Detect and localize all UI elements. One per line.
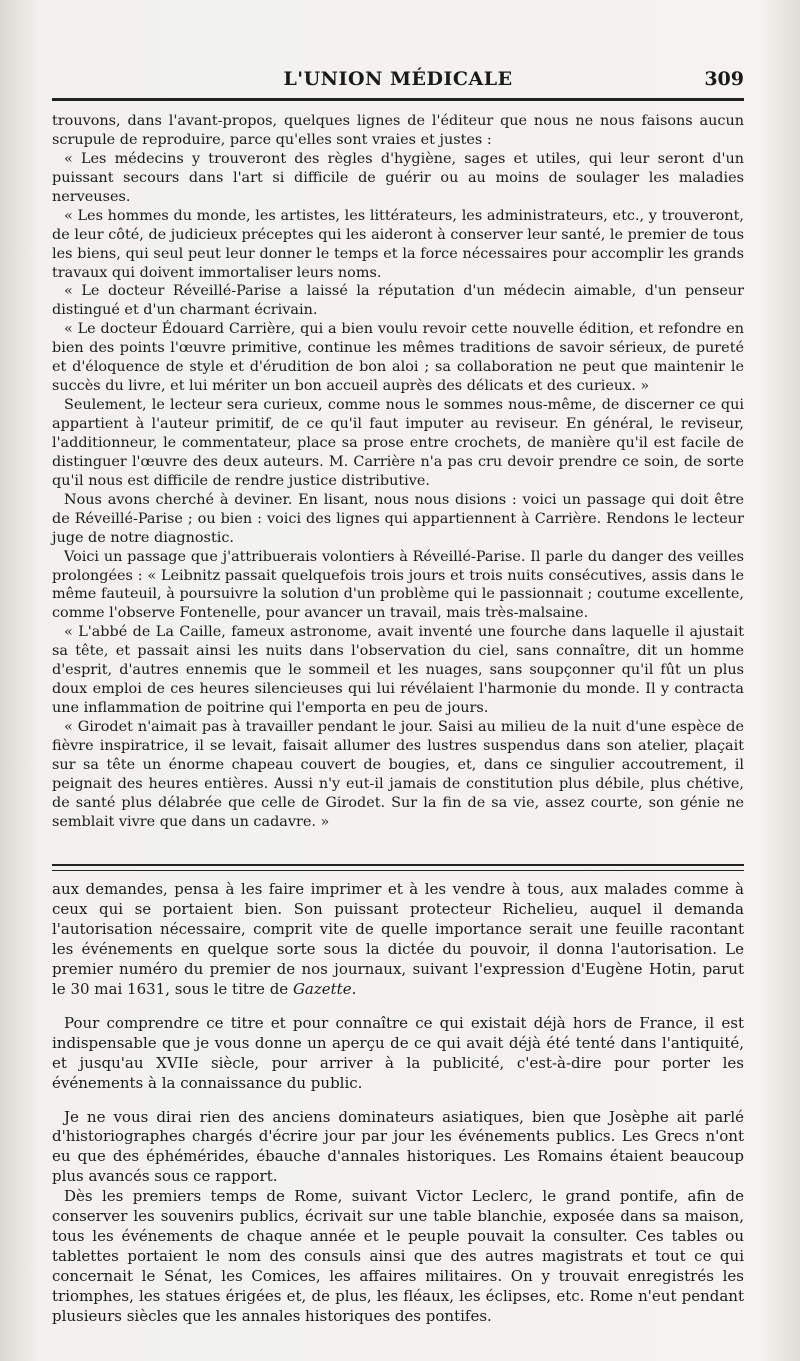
gazette-title: Gazette. <box>292 979 357 998</box>
article-paragraph: Seulement, le lecteur sera curieux, comme nous le sommes nous-même, de discerner ce qui appartient à l'auteur primitif, de ce qu'il faut imputer au reviseur. En général, le reviseur, l'additionneur, le commentateur, place sa prose entre crochets, de manière qu'il est facile de distinguer l'œuvre des deux auteurs. M. Carrière n'a pas cru devoir prendre ce soin, de sorte qu'il nous est difficile de rendre justice distributive. <box>52 397 744 489</box>
feuilleton-paragraph <box>52 880 744 1000</box>
feuilleton-paragraph: Dès les premiers temps de Rome, suivant Victor Leclerc, le grand pontife, afin de conserver les souvenirs publics, écrivait sur une table blanchie, exposée dans sa maison, tous les événements de chaque année et le peuple pouvait la consulter. Ces tables ou tablettes portaient le nom des consuls ainsi que des autres magistrats et tout ce qui concernait le Sénat, les Comices, les affaires militaires. On y trouvait enregistrés les triomphes, les statues érigées et, de plus, les fléaux, les éclipses, etc. Rome n'eut pendant plusieurs siècles que les annales historiques des pontifes. <box>52 1187 744 1326</box>
article-paragraph: « Les hommes du monde, les artistes, les littérateurs, les administrateurs, etc., y trouveront, de leur côté, de judicieux préceptes qui les aideront à conserver leur santé, le premier de tous les biens, qui seul peut leur donner le temps et la force nécessaires pour accomplir les grands travaux qui doivent immortaliser leurs noms. <box>52 207 744 281</box>
header-rule <box>52 98 744 101</box>
feuilleton-divider <box>52 864 744 871</box>
article-paragraph: « Le docteur Réveillé-Parise a laissé la réputation d'un médecin aimable, d'un penseur distingué et d'un charmant écrivain. <box>52 283 744 319</box>
feuilleton-section <box>52 880 744 1327</box>
page-header <box>52 60 744 94</box>
article-paragraph: trouvons, dans l'avant-propos, quelques lignes de l'éditeur que nous ne nous faisons aucun scrupule de reproduire, parce qu'elles sont vraies et justes : <box>52 113 744 148</box>
article-paragraph: « Girodet n'aimait pas à travailler pendant le jour. Saisi au milieu de la nuit d'une espèce de fièvre inspiratrice, il se levait, faisait allumer des lustres suspendus dans son atelier, plaçait sur sa tête un énorme chapeau couvert de bougies, et, dans ce singulier accoutrement, il peignait des heures entières. Aussi n'y eut-il jamais de constitution plus débile, plus chétive, de santé plus délabrée que celle de Girodet. Sur la fin de sa vie, assez courte, son génie ne semblait vivre que dans un cadavre. » <box>52 719 744 830</box>
article-paragraph: « Le docteur Édouard Carrière, qui a bien voulu revoir cette nouvelle édition, et refondre en bien des points l'œuvre primitive, continue les mêmes traditions de savoir sérieux, de pureté et d'éloquence de style et d'érudition de bon aloi ; sa collaboration ne peut que maintenir le succès du livre, et lui mériter un bon accueil auprès des délicats et des curieux. » <box>52 321 744 395</box>
article-paragraph: « L'abbé de La Caille, fameux astronome, avait inventé une fourche dans laquelle il ajustait sa tête, et passait ainsi les nuits dans l'observation du ciel, sans connaître, dit un homme d'esprit, d'autres ennemis que le sommeil et les nuages, sans soupçonner qu'il fût un plus doux emploi de ces heures silencieuses qui lui révélaient l'harmonie du monde. Il y contracta une inflammation de poitrine qui l'emporta en peu de jours. <box>52 624 744 717</box>
article-section <box>52 112 744 832</box>
feuilleton-text: aux demandes, pensa à les faire imprimer et à les vendre à tous, aux malades comme à ceux qui se portaient bien. Son puissant protecteur Richelieu, auquel il demanda l'autorisation nécessaire, comprit vite de quelle importance serait une feuille racontant les événements en quelque sorte sous la dictée du pouvoir, il donna l'autorisation. Le premier numéro du premier de nos journaux, suivant l'expression d'Eugène Hotin, parut le 30 mai 1631, sous le titre de <box>52 880 744 998</box>
page-number: 309 <box>704 68 744 90</box>
article-paragraph: « Les médecins y trouveront des règles d'hygiène, sages et utiles, qui leur seront d'un puissant secours dans l'art si difficile de guérir ou au moins de soulager les maladies nerveuses. <box>52 150 744 205</box>
running-title: L'UNION MÉDICALE <box>283 68 513 90</box>
feuilleton-paragraph: Je ne vous dirai rien des anciens dominateurs asiatiques, bien que Josèphe ait parlé d'historiographes chargés d'écrire jour par jour les événements publics. Les Grecs n'ont eu que des éphémérides, ébauche d'annales historiques. Les Romains étaient beaucoup plus avancés sous ce rapport. <box>52 1107 744 1186</box>
article-paragraph: Nous avons cherché à deviner. En lisant, nous nous disions : voici un passage qui doit être de Réveillé-Parise ; ou bien : voici des lignes qui appartiennent à Carrière. Rendons le lecteur juge de notre diagnostic. <box>52 491 744 546</box>
feuilleton-paragraph: Pour comprendre ce titre et pour connaître ce qui existait déjà hors de France, il est indispensable que je vous donne un aperçu de ce qui avait déjà été tenté dans l'antiquité, et jusqu'au XVIIe siècle, pour arriver à la publicité, c'est-à-dire pour porter les événements à la connaissance du public. <box>52 1013 744 1092</box>
article-paragraph: Voici un passage que j'attribuerais volontiers à Réveillé-Parise. Il parle du danger des veilles prolongées : « Leibnitz passait quelquefois trois jours et trois nuits consécutives, assis dans le même fauteuil, à poursuivre la solution d'un problème qui le passionnait ; coutume excellente, comme l'observe Fontenelle, pour avancer un travail, mais très-malsaine. <box>52 548 744 622</box>
